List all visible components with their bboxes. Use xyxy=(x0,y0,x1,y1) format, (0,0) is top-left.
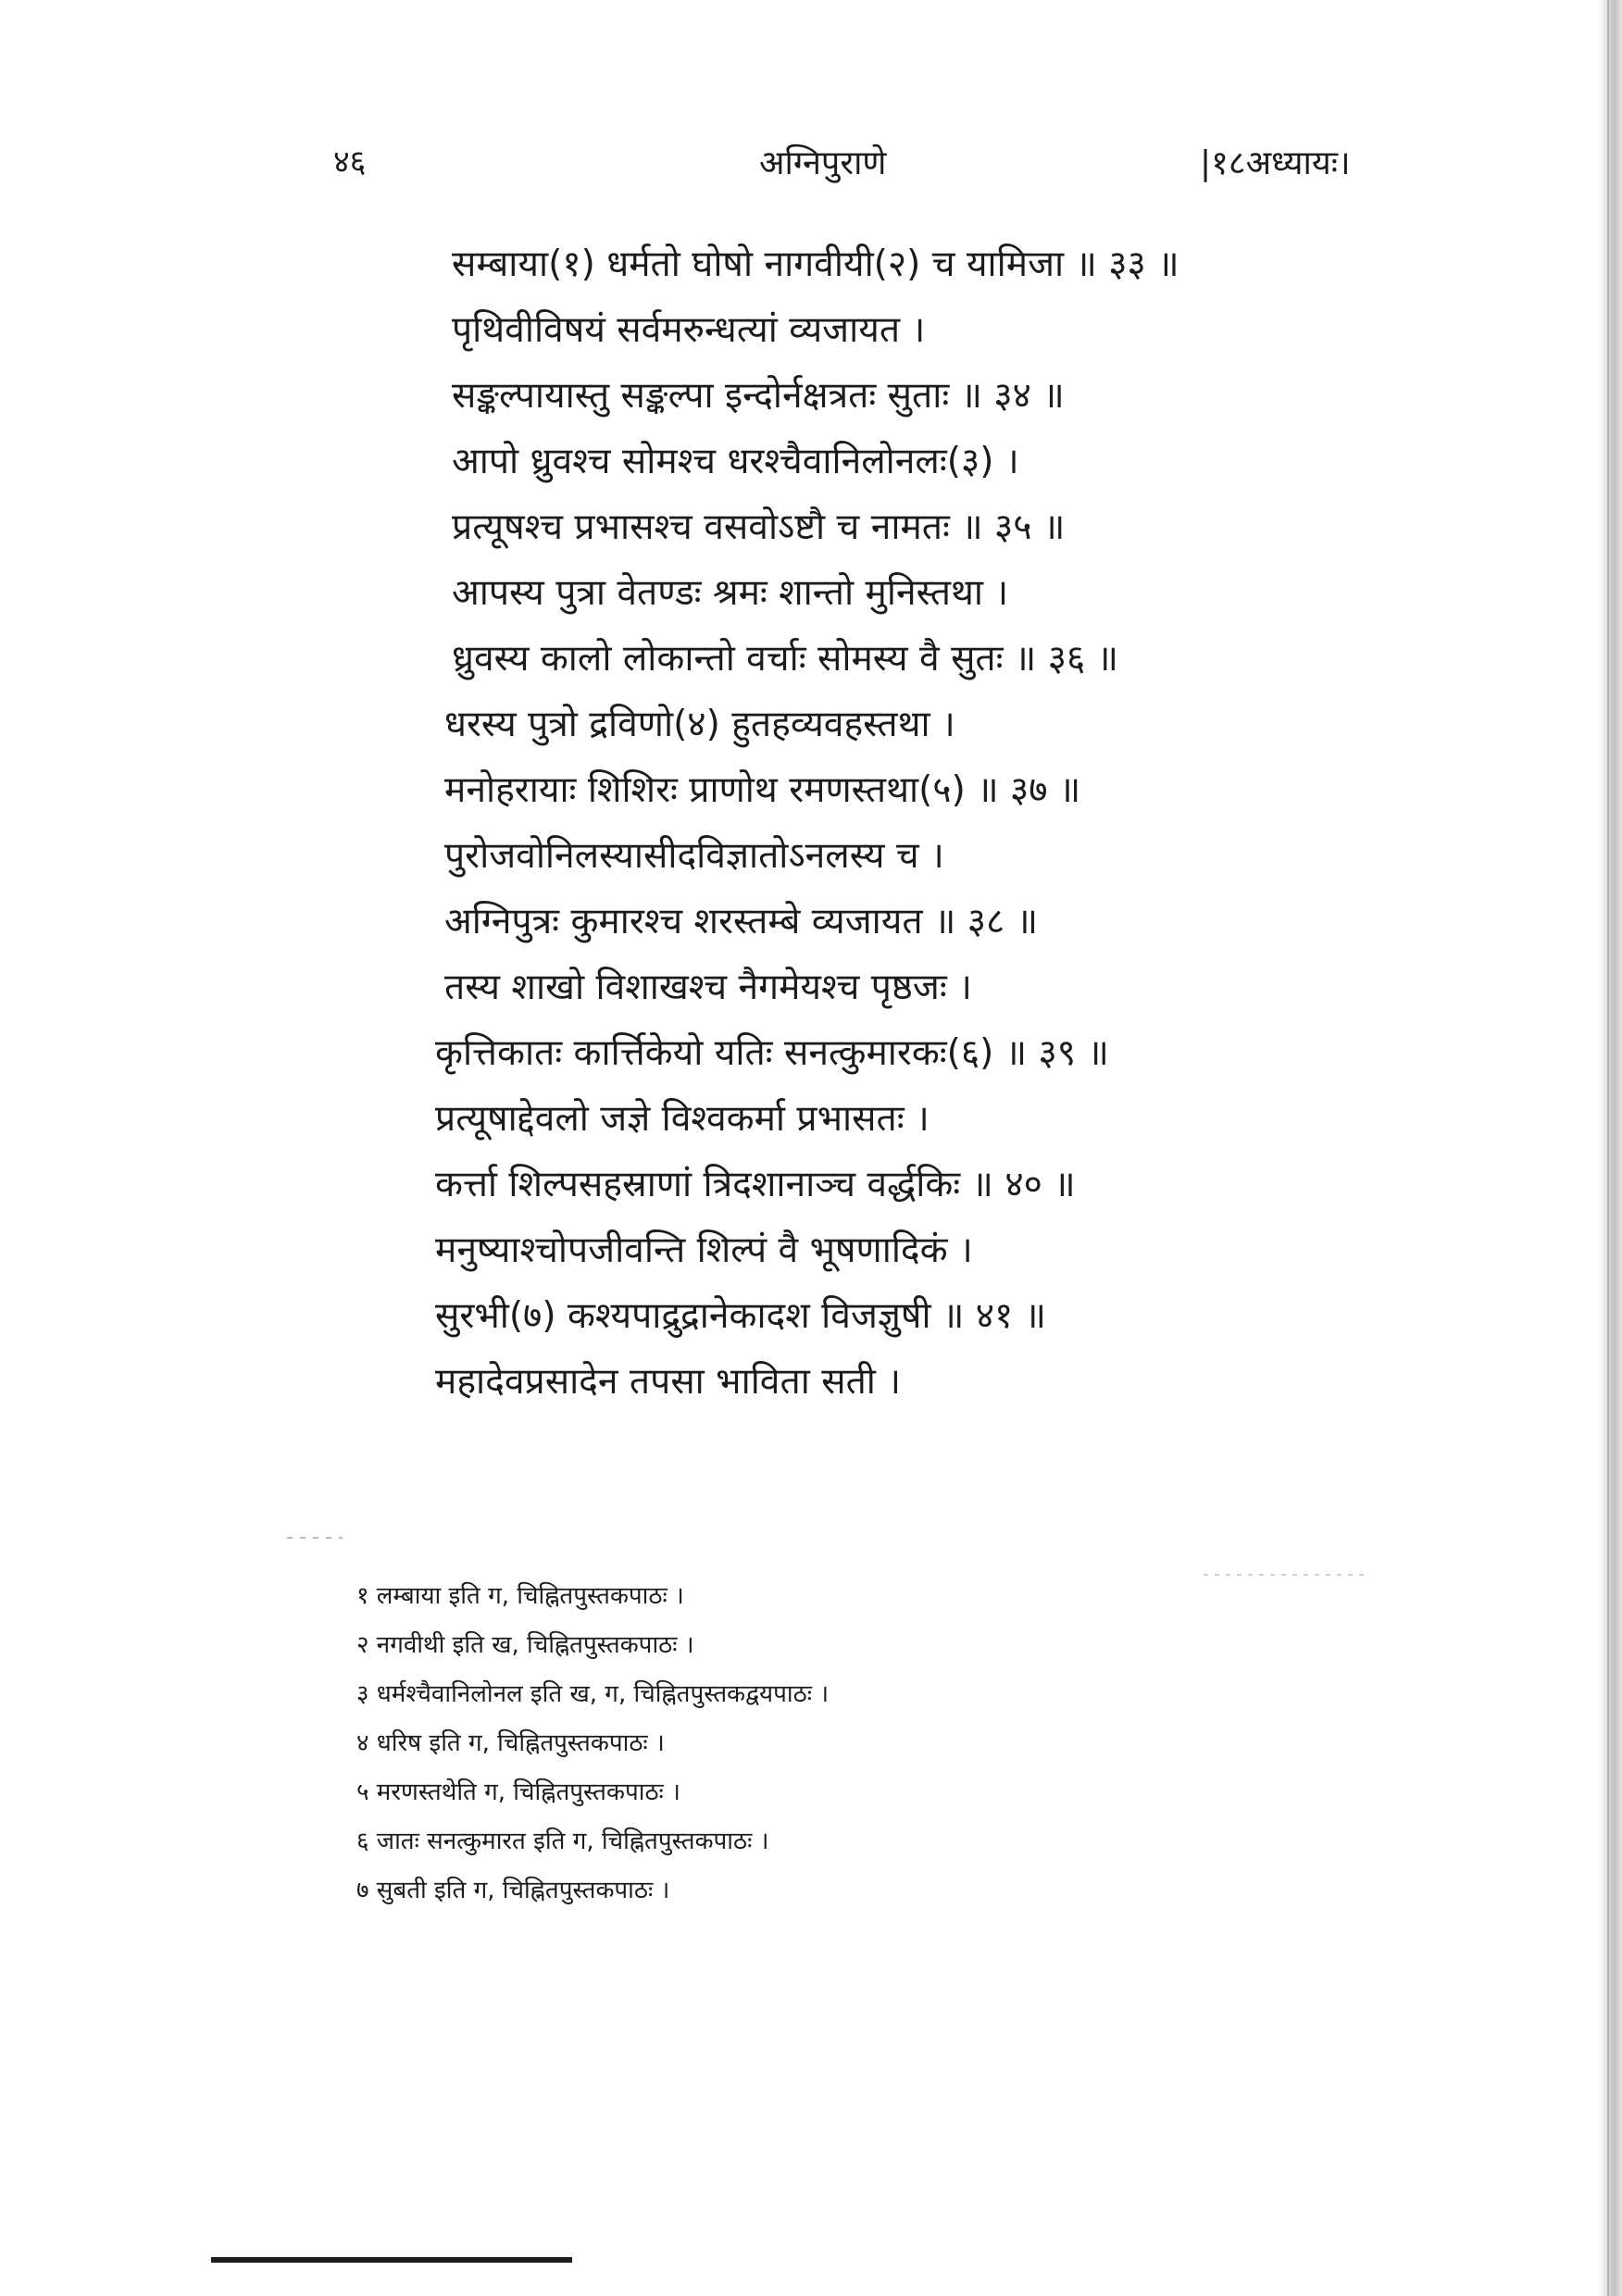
footnote: ७ सुबती इति ग, चिह्नितपुस्तकपाठः । xyxy=(356,1877,670,1904)
verse-line: कृत्तिकातः कार्त्तिकेयो यतिः सनत्कुमारकः(६) ॥ ३९ ॥ xyxy=(435,1032,1109,1074)
footnote: २ नगवीथी इति ख, चिह्नितपुस्तकपाठः । xyxy=(356,1631,694,1659)
bottom-rule xyxy=(211,2257,572,2263)
verse-line: महादेवप्रसादेन तपसा भाविता सती । xyxy=(435,1361,902,1403)
verse-line: पृथिवीविषयं सर्वमरुन्धत्यां व्यजायत । xyxy=(452,309,926,351)
verse-line: प्रत्यूषश्च प्रभासश्च वसवोऽष्टौ च नामतः ॥ ३५ ॥ xyxy=(452,506,1066,548)
page-header xyxy=(0,139,1622,194)
verse-line: सङ्कल्पायास्तु सङ्कल्पा इन्दोर्नक्षत्रतः सुताः ॥ ३४ ॥ xyxy=(452,375,1065,417)
verse-line: सुरभी(७) कश्यपाद्रुद्रानेकादश विजज्ञुषी ॥ ४१ ॥ xyxy=(435,1295,1047,1337)
footnote: ५ मरणस्तथेति ग, चिह्नितपुस्तकपाठः । xyxy=(356,1778,680,1806)
footnotes xyxy=(356,1572,1282,1915)
verse-line: अग्निपुत्रः कुमारश्च शरस्तम्बे व्यजायत ॥ ३८ ॥ xyxy=(444,901,1039,942)
footnote: ४ धरिष इति ग, चिह्नितपुस्तकपाठः । xyxy=(356,1729,665,1757)
verse-block xyxy=(435,231,1500,1415)
verse-line: सम्बाया(१) धर्मतो घोषो नागवीयी(२) च यामिजा ॥ ३३ ॥ xyxy=(452,243,1179,285)
chapter-label: |१८अध्यायः। xyxy=(1200,144,1351,182)
page-number: ४६ xyxy=(333,144,367,181)
verse-line: प्रत्यूषाद्देवलो जज्ञे विश्वकर्मा प्रभासतः । xyxy=(435,1098,930,1140)
scan-edge-shadow xyxy=(1598,0,1622,2296)
verse-line: आपो ध्रुवश्च सोमश्च धरश्चैवानिलोनलः(३) । xyxy=(452,441,1019,482)
running-title: अग्निपुराणे xyxy=(759,144,887,182)
footnote: १ लम्बाया इति ग, चिह्नितपुस्तकपाठः । xyxy=(356,1582,684,1610)
verse-line: कर्त्ता शिल्पसहस्राणां त्रिदशानाञ्च वर्द्धकिः ॥ ४० ॥ xyxy=(435,1164,1076,1205)
verse-line: आपस्य पुत्रा वेतण्डः श्रमः शान्तो मुनिस्तथा । xyxy=(452,572,1009,614)
verse-line: पुरोजवोनिलस्यासीदविज्ञातोऽनलस्य च । xyxy=(444,835,944,877)
verse-line: मनोहरायाः शिशिरः प्राणोथ रमणस्तथा(५) ॥ ३७ ॥ xyxy=(444,769,1081,811)
scan-edge-line xyxy=(1607,0,1609,2296)
verse-line: ध्रुवस्य कालो लोकान्तो वर्चाः सोमस्य वै सुतः ॥ ३६ ॥ xyxy=(452,638,1119,680)
footnote: ६ जातः सनत्कुमारत इति ग, चिह्नितपुस्तकपाठः । xyxy=(356,1828,769,1855)
verse-line: तस्य शाखो विशाखश्च नैगमेयश्च पृष्ठजः । xyxy=(444,967,972,1008)
verse-line: धरस्य पुत्रो द्रविणो(४) हुतहव्यवहस्तथा । xyxy=(444,704,955,745)
footnote-separator xyxy=(287,1537,343,1539)
verse-line: मनुष्याश्चोपजीवन्ति शिल्पं वै भूषणादिकं । xyxy=(435,1229,973,1271)
footnote: ३ धर्मश्चैवानिलोनल इति ख, ग, चिह्नितपुस्तकद्वयपाठः । xyxy=(356,1680,830,1708)
